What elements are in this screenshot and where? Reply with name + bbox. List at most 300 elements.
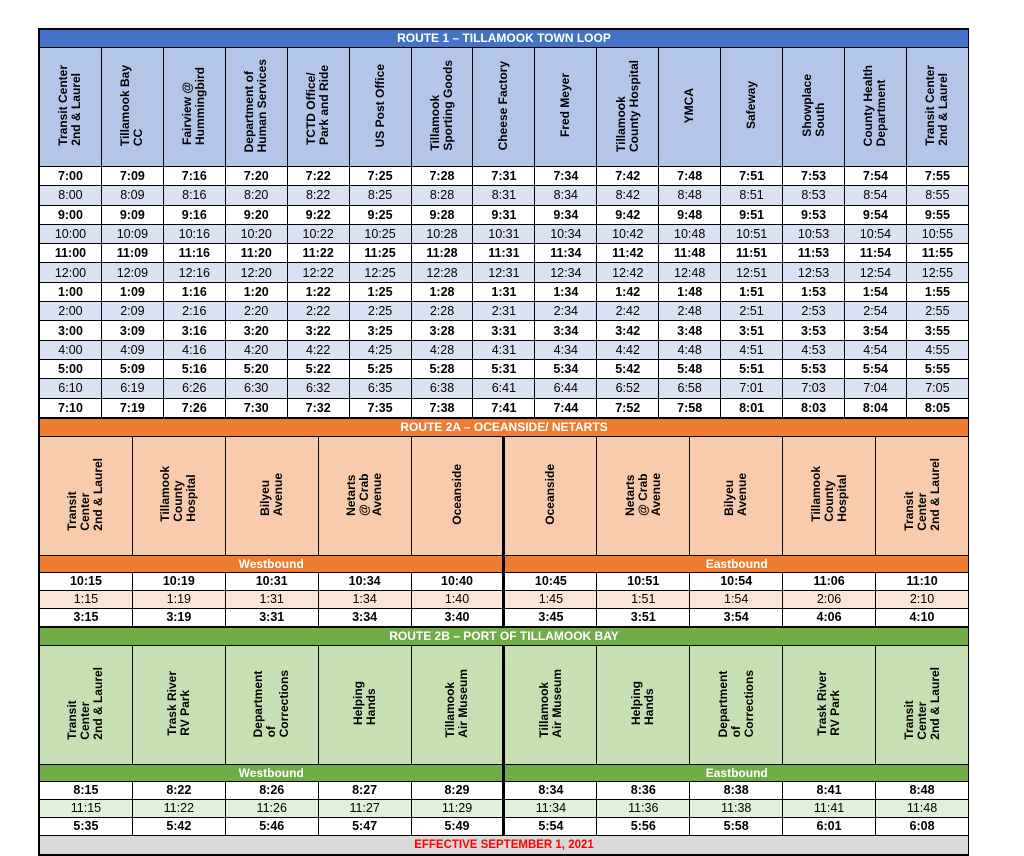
time-cell: 7:25 [349,167,411,186]
time-cell: 5:28 [411,359,473,378]
time-cell: 5:55 [906,359,968,378]
time-cell: 11:38 [690,799,783,817]
time-cell: 1:25 [349,282,411,301]
time-cell: 2:22 [287,302,349,321]
stop-name: Helping Hands [350,681,378,726]
route-2a-table [39,418,969,627]
time-cell: 7:55 [906,167,968,186]
time-cell: 10:54 [690,572,783,590]
time-cell: 12:55 [906,263,968,282]
time-cell: 11:27 [318,799,411,817]
stop-header [504,436,597,555]
time-cell: 5:47 [318,817,411,835]
stop-header [225,48,287,167]
time-cell: 9:09 [101,205,163,224]
time-cell: 3:25 [349,321,411,340]
time-cell: 12:28 [411,263,473,282]
time-cell: 7:44 [535,398,597,417]
time-cell: 10:51 [721,224,783,243]
time-cell: 8:25 [349,186,411,205]
time-cell: 7:34 [535,167,597,186]
time-cell: 7:35 [349,398,411,417]
table-row [40,186,969,205]
time-cell: 12:25 [349,263,411,282]
time-cell: 6:52 [597,379,659,398]
time-cell: 7:51 [721,167,783,186]
time-cell: 5:54 [844,359,906,378]
time-cell: 8:51 [721,186,783,205]
time-cell: 9:51 [721,205,783,224]
time-cell: 10:15 [40,572,133,590]
stop-name: Tillamook Air Museum [443,669,470,738]
stop-name: Cheese Factory [496,60,511,151]
time-cell: 8:34 [504,781,597,799]
time-cell: 8:34 [535,186,597,205]
stop-name: US Post Office [372,63,387,148]
route-2b-title: ROUTE 2B – PORT OF TILLAMOOK BAY [40,627,969,645]
time-cell: 7:16 [163,167,225,186]
time-cell: 8:26 [225,781,318,799]
time-cell: 5:58 [690,817,783,835]
stop-header [535,48,597,167]
time-cell: 10:34 [535,224,597,243]
time-cell: 11:28 [411,244,473,263]
time-cell: 5:48 [659,359,721,378]
time-cell: 12:31 [473,263,535,282]
time-cell: 10:00 [40,224,102,243]
time-cell: 6:19 [101,379,163,398]
time-cell: 3:51 [597,608,690,626]
table-row [40,608,969,626]
time-cell: 11:53 [783,244,845,263]
stop-header [473,48,535,167]
time-cell: 12:16 [163,263,225,282]
stop-name: Netarts @ Crab Avenue [344,472,385,516]
stop-header [844,48,906,167]
time-cell: 7:10 [40,398,102,417]
time-cell: 1:42 [597,282,659,301]
westbound-label: Westbound [40,555,504,572]
time-cell: 6:41 [473,379,535,398]
time-cell: 9:22 [287,205,349,224]
stop-header [597,48,659,167]
time-cell: 9:25 [349,205,411,224]
time-cell: 5:42 [132,817,225,835]
time-cell: 4:10 [876,608,969,626]
time-cell: 11:26 [225,799,318,817]
stop-name: Fairview @ Hummingbird [180,66,208,145]
time-cell: 1:20 [225,282,287,301]
time-cell: 11:42 [597,244,659,263]
time-cell: 4:09 [101,340,163,359]
stop-name: Trask River RV Park [164,671,192,736]
time-cell: 8:09 [101,186,163,205]
time-cell: 12:34 [535,263,597,282]
stop-name: TCTD Office/ Park and Ride [304,65,332,146]
stop-name: Trask River RV Park [815,671,843,736]
stop-name: Department of Human Services [242,58,270,153]
time-cell: 7:52 [597,398,659,417]
time-cell: 5:22 [287,359,349,378]
time-cell: 4:16 [163,340,225,359]
time-cell: 2:28 [411,302,473,321]
stop-header [40,48,102,167]
stop-header [411,436,504,555]
stop-header [876,436,969,555]
time-cell: 10:16 [163,224,225,243]
stop-name: Department of Corrections [251,669,292,738]
time-cell: 4:25 [349,340,411,359]
time-cell: 8:42 [597,186,659,205]
time-cell: 7:01 [721,379,783,398]
time-cell: 1:51 [597,590,690,608]
time-cell: 8:16 [163,186,225,205]
stop-header [906,48,968,167]
time-cell: 7:42 [597,167,659,186]
time-cell: 2:34 [535,302,597,321]
time-cell: 2:10 [876,590,969,608]
time-cell: 9:31 [473,205,535,224]
time-cell: 5:25 [349,359,411,378]
time-cell: 1:54 [690,590,783,608]
stop-name: Transit Center 2nd & Laurel [901,667,942,740]
time-cell: 11:09 [101,244,163,263]
time-cell: 6:01 [783,817,876,835]
time-cell: 11:55 [906,244,968,263]
time-cell: 6:38 [411,379,473,398]
time-cell: 4:20 [225,340,287,359]
stop-header [40,436,133,555]
time-cell: 10:31 [473,224,535,243]
time-cell: 2:00 [40,302,102,321]
westbound-label: Westbound [40,764,504,781]
stop-name: Department of Corrections [715,669,756,738]
table-row [40,244,969,263]
time-cell: 7:48 [659,167,721,186]
time-cell: 3:15 [40,608,133,626]
table-row [40,282,969,301]
time-cell: 5:42 [597,359,659,378]
time-cell: 1:48 [659,282,721,301]
time-cell: 11:48 [876,799,969,817]
time-cell: 5:53 [783,359,845,378]
time-cell: 5:35 [40,817,133,835]
stop-name: Showplace South [799,74,827,137]
time-cell: 7:38 [411,398,473,417]
table-row [40,224,969,243]
time-cell: 11:36 [597,799,690,817]
stop-header [597,645,690,764]
time-cell: 10:25 [349,224,411,243]
time-cell: 7:41 [473,398,535,417]
time-cell: 6:32 [287,379,349,398]
table-row [40,398,969,417]
time-cell: 12:00 [40,263,102,282]
stop-header [876,645,969,764]
stop-header [411,48,473,167]
time-cell: 1:22 [287,282,349,301]
time-cell: 4:55 [906,340,968,359]
time-cell: 8:03 [783,398,845,417]
table-row [40,340,969,359]
time-cell: 2:20 [225,302,287,321]
time-cell: 1:09 [101,282,163,301]
table-row [40,379,969,398]
stop-name: Transit Center 2nd & Laurel [901,458,942,531]
time-cell: 7:22 [287,167,349,186]
time-cell: 10:22 [287,224,349,243]
stop-name: YMCA [682,87,697,124]
table-row [40,359,969,378]
stop-header [597,436,690,555]
time-cell: 12:09 [101,263,163,282]
time-cell: 11:51 [721,244,783,263]
table-row [40,817,969,835]
time-cell: 4:42 [597,340,659,359]
time-cell: 3:22 [287,321,349,340]
time-cell: 6:30 [225,379,287,398]
time-cell: 8:54 [844,186,906,205]
time-cell: 1:53 [783,282,845,301]
time-cell: 1:31 [225,590,318,608]
time-cell: 8:04 [844,398,906,417]
table-row [40,302,969,321]
time-cell: 2:09 [101,302,163,321]
time-cell: 12:22 [287,263,349,282]
time-cell: 4:06 [783,608,876,626]
time-cell: 2:55 [906,302,968,321]
time-cell: 3:09 [101,321,163,340]
time-cell: 8:22 [132,781,225,799]
time-cell: 11:25 [349,244,411,263]
stop-header [163,48,225,167]
stop-name: Transit Center 2nd & Laurel [923,65,951,146]
time-cell: 12:48 [659,263,721,282]
table-row [40,321,969,340]
stop-name: Oceanside [449,464,464,525]
time-cell: 10:42 [597,224,659,243]
effective-date: EFFECTIVE SEPTEMBER 1, 2021 [40,835,969,854]
time-cell: 8:55 [906,186,968,205]
time-cell: 12:51 [721,263,783,282]
time-cell: 3:48 [659,321,721,340]
time-cell: 7:53 [783,167,845,186]
table-row [40,167,969,186]
time-cell: 7:00 [40,167,102,186]
time-cell: 9:53 [783,205,845,224]
time-cell: 3:16 [163,321,225,340]
time-cell: 2:31 [473,302,535,321]
time-cell: 7:28 [411,167,473,186]
time-cell: 3:54 [844,321,906,340]
route-2a-title: ROUTE 2A – OCEANSIDE/ NETARTS [40,418,969,436]
time-cell: 8:48 [659,186,721,205]
time-cell: 1:31 [473,282,535,301]
time-cell: 9:16 [163,205,225,224]
stop-name: Oceanside [543,464,558,525]
stop-header [225,645,318,764]
time-cell: 3:51 [721,321,783,340]
route-1-title: ROUTE 1 – TILLAMOOK TOWN LOOP [40,30,969,48]
time-cell: 9:00 [40,205,102,224]
time-cell: 5:00 [40,359,102,378]
time-cell: 8:01 [721,398,783,417]
stop-header [783,436,876,555]
time-cell: 1:34 [318,590,411,608]
time-cell: 8:29 [411,781,504,799]
time-cell: 3:00 [40,321,102,340]
route-2b-table [39,627,969,855]
stop-header [411,645,504,764]
time-cell: 8:15 [40,781,133,799]
time-cell: 11:15 [40,799,133,817]
time-cell: 1:51 [721,282,783,301]
stop-name: Netarts @ Crab Avenue [622,472,663,516]
time-cell: 7:26 [163,398,225,417]
time-cell: 5:31 [473,359,535,378]
time-cell: 12:42 [597,263,659,282]
time-cell: 10:19 [132,572,225,590]
stop-header [225,436,318,555]
time-cell: 10:28 [411,224,473,243]
time-cell: 8:00 [40,186,102,205]
time-cell: 11:22 [132,799,225,817]
stop-name: Transit Center 2nd & Laurel [65,458,106,531]
time-cell: 8:36 [597,781,690,799]
time-cell: 6:10 [40,379,102,398]
time-cell: 5:56 [597,817,690,835]
time-cell: 10:54 [844,224,906,243]
time-cell: 3:40 [411,608,504,626]
stop-header [690,645,783,764]
time-cell: 11:20 [225,244,287,263]
stop-header [349,48,411,167]
time-cell: 4:00 [40,340,102,359]
time-cell: 3:19 [132,608,225,626]
stop-name: Helping Hands [629,681,657,726]
stop-header [318,645,411,764]
stop-name: Transit Center 2nd & Laurel [65,667,106,740]
table-row [40,263,969,282]
time-cell: 1:54 [844,282,906,301]
time-cell: 8:22 [287,186,349,205]
time-cell: 9:28 [411,205,473,224]
stop-name: Tillamook County Hospital [613,59,641,152]
eastbound-label: Eastbound [504,555,969,572]
time-cell: 10:40 [411,572,504,590]
time-cell: 2:51 [721,302,783,321]
stop-name: Tillamook County Hospital [158,466,199,523]
stop-name: Fred Meyer [558,73,573,138]
time-cell: 9:55 [906,205,968,224]
time-cell: 3:45 [504,608,597,626]
stop-header [132,436,225,555]
time-cell: 3:54 [690,608,783,626]
route-1-table [39,29,969,418]
time-cell: 7:04 [844,379,906,398]
time-cell: 5:34 [535,359,597,378]
stop-header [101,48,163,167]
time-cell: 4:51 [721,340,783,359]
time-cell: 7:31 [473,167,535,186]
time-cell: 5:49 [411,817,504,835]
time-cell: 5:46 [225,817,318,835]
time-cell: 3:31 [473,321,535,340]
time-cell: 11:54 [844,244,906,263]
time-cell: 2:53 [783,302,845,321]
time-cell: 6:08 [876,817,969,835]
time-cell: 7:20 [225,167,287,186]
stop-header [287,48,349,167]
time-cell: 11:29 [411,799,504,817]
time-cell: 9:20 [225,205,287,224]
time-cell: 3:53 [783,321,845,340]
time-cell: 8:48 [876,781,969,799]
time-cell: 3:55 [906,321,968,340]
time-cell: 4:22 [287,340,349,359]
time-cell: 11:34 [504,799,597,817]
bus-schedule [38,28,969,856]
time-cell: 7:30 [225,398,287,417]
time-cell: 5:51 [721,359,783,378]
stop-header [504,645,597,764]
stop-header [690,436,783,555]
time-cell: 10:45 [504,572,597,590]
time-cell: 11:00 [40,244,102,263]
time-cell: 8:41 [783,781,876,799]
time-cell: 3:42 [597,321,659,340]
time-cell: 4:31 [473,340,535,359]
stop-name: Tillamook County Hospital [808,466,849,523]
table-row [40,572,969,590]
time-cell: 1:19 [132,590,225,608]
time-cell: 12:20 [225,263,287,282]
time-cell: 9:34 [535,205,597,224]
time-cell: 2:48 [659,302,721,321]
time-cell: 6:26 [163,379,225,398]
table-row [40,590,969,608]
time-cell: 3:34 [318,608,411,626]
time-cell: 7:05 [906,379,968,398]
time-cell: 8:20 [225,186,287,205]
time-cell: 8:27 [318,781,411,799]
time-cell: 1:00 [40,282,102,301]
time-cell: 8:38 [690,781,783,799]
time-cell: 2:25 [349,302,411,321]
time-cell: 9:48 [659,205,721,224]
time-cell: 12:53 [783,263,845,282]
time-cell: 8:31 [473,186,535,205]
time-cell: 7:32 [287,398,349,417]
stop-name: Tillamook Sporting Goods [427,60,455,151]
time-cell: 5:09 [101,359,163,378]
stop-name: Transit Center 2nd & Laurel [56,65,84,146]
time-cell: 11:10 [876,572,969,590]
time-cell: 11:31 [473,244,535,263]
time-cell: 5:20 [225,359,287,378]
time-cell: 4:28 [411,340,473,359]
eastbound-label: Eastbound [504,764,969,781]
table-row [40,781,969,799]
stop-header [659,48,721,167]
time-cell: 2:54 [844,302,906,321]
time-cell: 10:55 [906,224,968,243]
table-row [40,799,969,817]
time-cell: 10:34 [318,572,411,590]
time-cell: 1:16 [163,282,225,301]
time-cell: 2:06 [783,590,876,608]
time-cell: 1:15 [40,590,133,608]
